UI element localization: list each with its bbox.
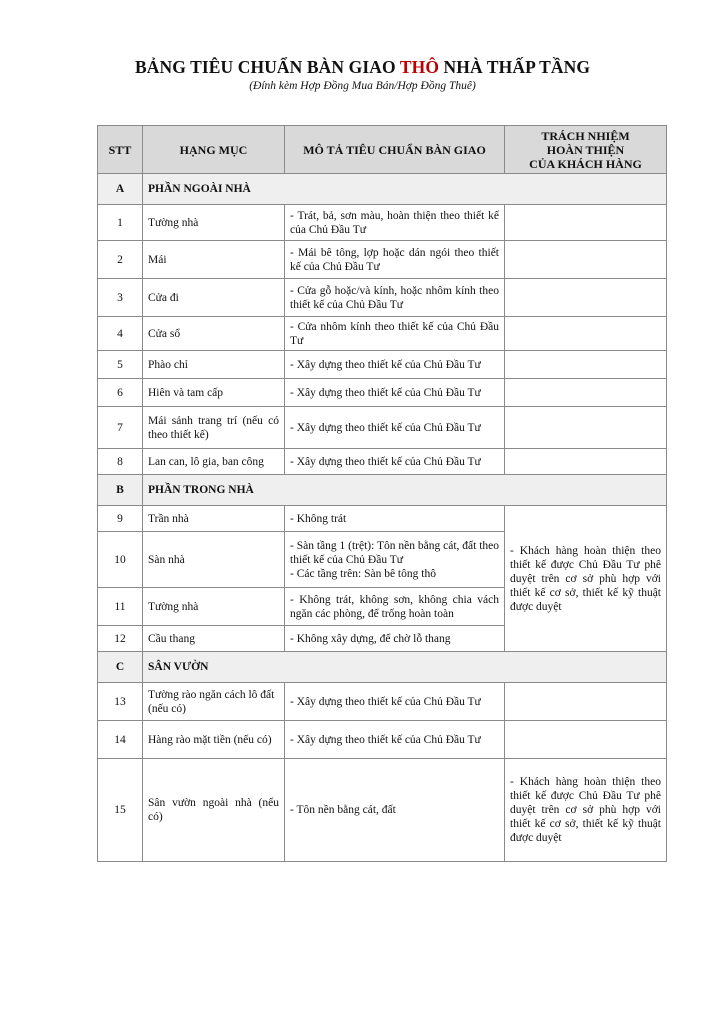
row-stt: 15	[98, 759, 143, 862]
section-code: B	[98, 475, 143, 506]
row-description: - Không trát	[285, 506, 505, 532]
row-description: - Tôn nền bằng cát, đất	[285, 759, 505, 862]
row-stt: 1	[98, 205, 143, 241]
section-title: PHẦN TRONG NHÀ	[143, 475, 667, 506]
row-item: Cửa đi	[143, 279, 285, 317]
row-description	[285, 532, 505, 588]
table-row	[98, 721, 667, 759]
document-subtitle: (Đính kèm Hợp Đồng Mua Bán/Hợp Đồng Thuê)	[249, 80, 476, 92]
section-title: PHẦN NGOÀI NHÀ	[143, 174, 667, 205]
header-resp-line: CỦA KHÁCH HÀNG	[529, 156, 642, 171]
table-row	[98, 317, 667, 351]
row-description: - Xây dựng theo thiết kế của Chủ Đầu Tư	[285, 379, 505, 407]
row-item: Mái sảnh trang trí (nếu có theo thiết kế)	[143, 407, 285, 449]
header-stt: STT	[98, 126, 143, 174]
row-responsibility	[505, 721, 667, 759]
section-row-c	[98, 652, 667, 683]
title-text: BẢNG TIÊU CHUẨN BÀN GIAO	[134, 57, 400, 77]
section-row-b	[98, 475, 667, 506]
row-description: - Xây dựng theo thiết kế của Chủ Đầu Tư	[285, 721, 505, 759]
section-code: C	[98, 652, 143, 683]
row-stt: 10	[98, 532, 143, 588]
row-item: Phào chỉ	[143, 351, 285, 379]
description-line: - Sàn tầng 1 (trệt): Tôn nền bằng cát, đất theo thiết kế của Chủ Đầu Tư	[290, 539, 499, 566]
row-item: Tường nhà	[143, 205, 285, 241]
description-line: - Các tầng trên: Sàn bê tông thô	[290, 567, 436, 580]
row-item: Hiên và tam cấp	[143, 379, 285, 407]
header-resp-line: TRÁCH NHIỆM	[541, 128, 630, 143]
table-row	[98, 379, 667, 407]
header-item: HẠNG MỤC	[143, 126, 285, 174]
row-item: Sân vườn ngoài nhà (nếu có)	[143, 759, 285, 862]
section-code: A	[98, 174, 143, 205]
row-responsibility	[505, 241, 667, 279]
title-highlight: THÔ	[399, 57, 440, 77]
row-description: - Xây dựng theo thiết kế của Chủ Đầu Tư	[285, 407, 505, 449]
row-stt: 6	[98, 379, 143, 407]
table-row	[98, 241, 667, 279]
section-row-a	[98, 174, 667, 205]
row-responsibility	[505, 379, 667, 407]
row-description: - Không xây dựng, để chờ lỗ thang	[285, 626, 505, 652]
row-stt: 3	[98, 279, 143, 317]
row-item: Mái	[143, 241, 285, 279]
row-description: - Trát, bả, sơn màu, hoàn thiện theo thiết kế của Chủ Đầu Tư	[285, 205, 505, 241]
table-row	[98, 407, 667, 449]
row-item: Lan can, lô gia, ban công	[143, 449, 285, 475]
row-item: Sàn nhà	[143, 532, 285, 588]
row-stt: 14	[98, 721, 143, 759]
row-stt: 12	[98, 626, 143, 652]
row-description: - Cửa gỗ hoặc/và kính, hoặc nhôm kính theo thiết kế của Chủ Đầu Tư	[285, 279, 505, 317]
row-responsibility	[505, 683, 667, 721]
row-responsibility-merged: - Khách hàng hoàn thiện theo thiết kế được Chủ Đầu Tư phê duyệt trên cơ sở phù hợp với thiết kế cơ sở, thiết kế kỹ thuật được duyệt	[505, 506, 667, 652]
row-stt: 13	[98, 683, 143, 721]
header-description: MÔ TẢ TIÊU CHUẨN BÀN GIAO	[285, 126, 505, 174]
handover-standards-table	[97, 125, 667, 862]
row-responsibility	[505, 205, 667, 241]
header-responsibility	[505, 126, 667, 174]
table-row	[98, 351, 667, 379]
row-stt: 5	[98, 351, 143, 379]
row-item: Hàng rào mặt tiền (nếu có)	[143, 721, 285, 759]
row-responsibility: - Khách hàng hoàn thiện theo thiết kế được Chủ Đầu Tư phê duyệt trên cơ sở phù hợp với thiết kế cơ sở, thiết kế kỹ thuật được duyệt	[505, 759, 667, 862]
row-description: - Xây dựng theo thiết kế của Chủ Đầu Tư	[285, 351, 505, 379]
row-description: - Xây dựng theo thiết kế của Chủ Đầu Tư	[285, 683, 505, 721]
row-stt: 4	[98, 317, 143, 351]
row-item: Cầu thang	[143, 626, 285, 652]
row-responsibility	[505, 351, 667, 379]
row-responsibility	[505, 407, 667, 449]
row-description: - Cửa nhôm kính theo thiết kế của Chủ Đầu Tư	[285, 317, 505, 351]
table-row	[98, 759, 667, 862]
row-item: Tường nhà	[143, 588, 285, 626]
row-stt: 2	[98, 241, 143, 279]
table-row	[98, 279, 667, 317]
title-text-end: NHÀ THẤP TẦNG	[439, 57, 591, 77]
header-row	[98, 126, 667, 174]
table-row	[98, 449, 667, 475]
row-stt: 9	[98, 506, 143, 532]
table-row	[98, 205, 667, 241]
row-description: - Không trát, không sơn, không chia vách ngăn các phòng, để trống hoàn toàn	[285, 588, 505, 626]
row-responsibility	[505, 279, 667, 317]
row-stt: 11	[98, 588, 143, 626]
row-stt: 7	[98, 407, 143, 449]
table-row	[98, 683, 667, 721]
row-stt: 8	[98, 449, 143, 475]
row-description: - Mái bê tông, lợp hoặc dán ngói theo thiết kế của Chủ Đầu Tư	[285, 241, 505, 279]
row-responsibility	[505, 449, 667, 475]
row-description: - Xây dựng theo thiết kế của Chủ Đầu Tư	[285, 449, 505, 475]
row-item: Cửa sổ	[143, 317, 285, 351]
section-title: SÂN VƯỜN	[143, 652, 667, 683]
row-item: Trần nhà	[143, 506, 285, 532]
row-responsibility	[505, 317, 667, 351]
row-item: Tường rào ngăn cách lô đất (nếu có)	[143, 683, 285, 721]
document-title	[0, 57, 725, 78]
table-row	[98, 506, 667, 532]
header-resp-line: HOÀN THIỆN	[546, 142, 625, 157]
